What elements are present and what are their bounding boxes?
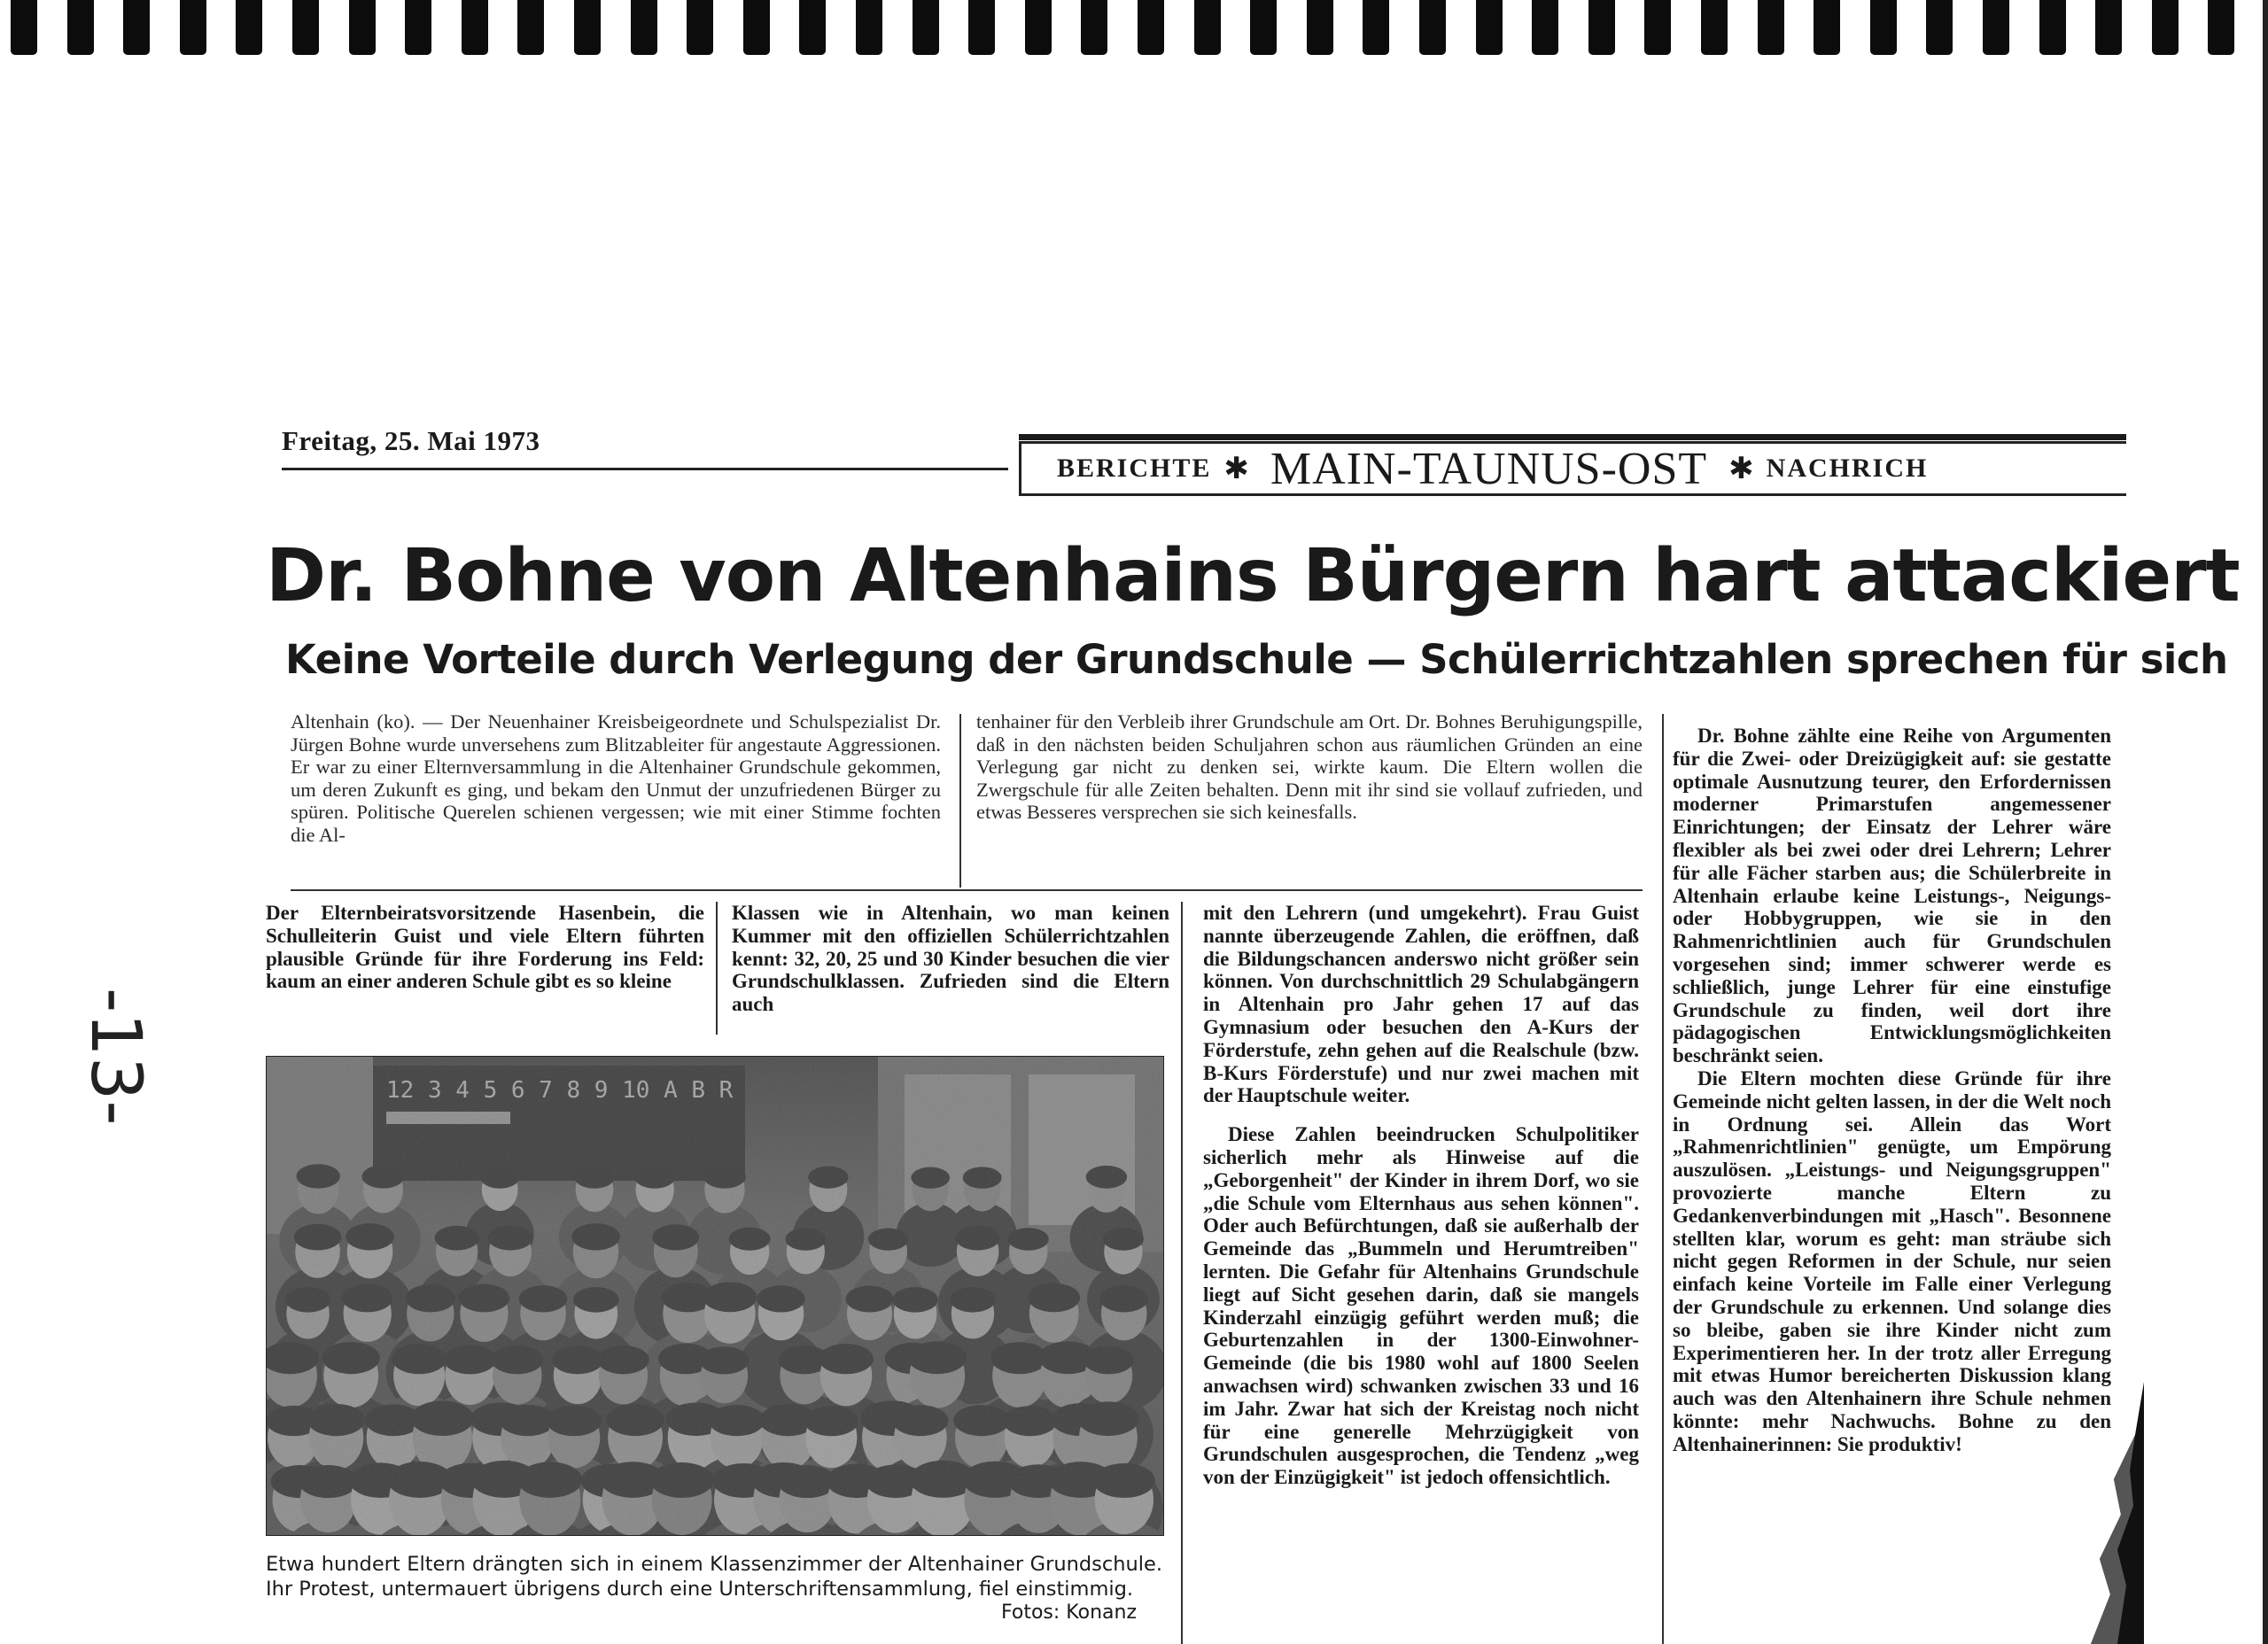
lead-rule <box>291 889 1643 891</box>
binding-hole <box>1758 0 1784 55</box>
column-rule <box>716 902 718 1035</box>
binding-hole <box>743 0 770 55</box>
binding-hole <box>349 0 376 55</box>
binding-hole <box>67 0 94 55</box>
subheadline: Keine Vorteile durch Verlegung der Grundschule — Schülerrichtzahlen sprechen für sich <box>285 636 2228 683</box>
lead-paragraph-1: Altenhain (ko). — Der Neuenhainer Kreisbeigeordnete und Schulspezialist Dr. Jürgen Bohne wurde unversehens zum Blitzableiter für angestaute Aggressionen. Er war zu einer Elternversammlung in die Altenhainer Grundschule gekommen, um deren Zukunft es ging, und bekam den Unmut der unzufriedenen Bürger zu spüren. Politische Querelen schienen vergessen; wie mit einer Stimme fochten die Al- <box>291 710 941 846</box>
binding-hole <box>1476 0 1503 55</box>
lead-paragraph-2: tenhainer für den Verbleib ihrer Grundschule am Ort. Dr. Bohnes Beruhigungspille, daß in den nächsten beiden Schuljahren schon aus räumlichen Gründen an eine Verlegung gar nicht zu denken sei, wirkte kaum. Die Eltern wollen die Zwergschule für alle Zeiten behalten. Denn mit ihr sind sie vollauf zufrieden, und etwas Besseres versprechen sie sich keinesfalls. <box>976 710 1643 824</box>
binding-hole <box>1025 0 1052 55</box>
body-paragraph: Diese Zahlen beeindrucken Schulpolitiker sicherlich mehr als Hinweise auf die „Geborgenheit" der Kinder in ihrem Dorf, wo sie „die Schule vom Elternhaus aus sehen können". Oder auch Befürchtungen, daß sie außerhalb der Gemeinde das „Bummeln und Herumtreiben" lernten. Die Gefahr für Altenhains Grundschule liegt auf Sicht gesehen darin, daß sie mangels Kinderzahl einzügig geführt werden muß; die Geburtenzahlen in der 1300-Einwohner-Gemeinde (die bis 1980 wohl auf 1800 Seelen anwachsen wird) schwanken zwischen 33 und 16 im Jahr. Zwar hat sich der Kreistag noch nicht für eine generelle Mehrzügigkeit von Grundschulen ausgesprochen, die Tendenz „weg von der Einzügigkeit" ist jedoch offensichtlich. <box>1203 1123 1639 1489</box>
binding-hole <box>2039 0 2066 55</box>
binding-hole <box>462 0 488 55</box>
body-column-2 <box>732 902 1169 1016</box>
body-paragraph: Die Eltern mochten diese Gründe für ihre Gemeinde nicht gelten lassen, in der die Welt noch in Ordnung sei. Allein das Wort „Rahmenrichtlinien" genügte, um Empörung auszulösen. „Leistungs- und Neigungsgruppen" provozierte manche Eltern zu Gedankenverbindungen mit „Hasch". Besonnene stellten klar, worum es geht: man sträube sich nicht gegen Reformen in der Schule, nur seien einfach keine Vorteile im Falle einer Verlegung der Grundschule zu erkennen. Und solange dies so bleibe, gaben sie ihre Kinder nicht zum Experimentieren her. In der trotz aller Erregung mit etwas Humor bereicherten Diskussion klang auch was den Altenhainern ihre Schule nehmen könnte: mehr Nachwuchs. Bohne zu den Altenhainerinnen: Sie produktiv! <box>1673 1066 2111 1455</box>
torn-paper-corner <box>2091 1382 2144 1644</box>
body-column-3 <box>1203 902 1639 1489</box>
binding-hole <box>1250 0 1277 55</box>
crowd-photo-illustration <box>267 1057 1163 1535</box>
rubric-top-bar <box>1019 434 2126 440</box>
binding-hole <box>2095 0 2122 55</box>
binding-hole <box>687 0 713 55</box>
binding-hole <box>1138 0 1164 55</box>
binding-hole <box>1814 0 1840 55</box>
binding-hole <box>517 0 544 55</box>
column-rule <box>1662 714 1664 1644</box>
rubric-center: MAIN-TAUNUS-OST <box>1270 443 1708 494</box>
column-rule <box>1181 902 1183 1644</box>
photo-caption: Etwa hundert Eltern drängten sich in einem Klassenzimmer der Altenhainer Grundschule. Ihr Protest, untermauert übrigens durch eine Unterschriftensammlung, fiel einstimmig. <box>266 1553 1162 1601</box>
binding-hole <box>574 0 601 55</box>
binding-hole <box>1194 0 1221 55</box>
binding-hole <box>1926 0 1953 55</box>
binding-hole <box>1532 0 1558 55</box>
headline: Dr. Bohne von Altenhains Bürgern hart attackiert <box>266 534 2240 618</box>
dateline-rule <box>282 468 1008 470</box>
binding-hole <box>856 0 882 55</box>
binding-hole <box>2208 0 2234 55</box>
rubric-right: NACHRICH <box>1766 454 1929 483</box>
binding-hole <box>11 0 37 55</box>
star-icon: ✱ <box>1223 453 1249 485</box>
binding-hole <box>1307 0 1333 55</box>
body-column-1 <box>266 902 704 993</box>
lead-column-1 <box>291 710 941 847</box>
body-column-4 <box>1673 725 2111 1456</box>
binding-hole <box>236 0 262 55</box>
binding-hole <box>1870 0 1897 55</box>
star-icon: ✱ <box>1728 453 1754 485</box>
binding-hole <box>913 0 939 55</box>
page-number: -13- <box>75 988 155 1126</box>
section-rubric <box>1019 441 2126 496</box>
body-paragraph: Dr. Bohne zählte eine Reihe von Argumenten für die Zwei- oder Dreizügigkeit auf: sie gestatte optimale Ausnutzung teurer, den Erfordernissen moderner Primarstufen angemessener Einrichtungen; der Einsatz der Lehrer wäre flexibler als bei zwei oder drei Lehrern; Lehrer für alle Fächer starben aus; die Schülerbreite in Altenhain erlaube keine Leistungs-, Neigungs- oder Hobbygruppen, wie sie in den Rahmenrichtlinien auch für Grundschulen vorgesehen sind; immer schwerer werde es schließlich, junge Lehrer für eine einstufige Grundschule zu finden, weil dort ihre pädagogischen Entwicklungsmöglichkeiten beschränkt seien. <box>1673 725 2111 1067</box>
binding-hole <box>1081 0 1107 55</box>
body-paragraph: Klassen wie in Altenhain, wo man keinen Kummer mit den offiziellen Schülerrichtzahlen kennt: 32, 20, 25 und 30 Kinder besuchen die vier Grundschulklassen. Zufrieden sind die Eltern auch <box>732 902 1169 1016</box>
binding-hole <box>631 0 657 55</box>
dateline: Freitag, 25. Mai 1973 <box>282 425 540 456</box>
lead-column-2 <box>976 710 1643 824</box>
photo-credit: Fotos: Konanz <box>1001 1601 1137 1624</box>
binding-hole <box>968 0 995 55</box>
binding-hole <box>180 0 206 55</box>
body-paragraph: mit den Lehrern (und umgekehrt). Frau Guist nannte überzeugende Zahlen, die eröffnen, daß die Bildungschancen anderswo nicht größer sein können. Von durchschnittlich 29 Schulabgängern in Altenhain pro Jahr gehen 17 auf das Gymnasium oder besuchen den A-Kurs der Förderstufe, zehn gehen auf die Realschule (bzw. B-Kurs Förderstufe) und nur zwei machen mit der Hauptschule weiter. <box>1203 902 1639 1107</box>
binding-hole <box>1588 0 1615 55</box>
page-edge <box>2263 0 2268 1644</box>
binding-hole <box>1701 0 1728 55</box>
rubric-left: BERICHTE <box>1057 454 1212 483</box>
binding-hole <box>292 0 319 55</box>
news-photo <box>266 1056 1164 1536</box>
binding-hole <box>405 0 431 55</box>
column-rule <box>959 714 961 888</box>
binding-hole <box>123 0 150 55</box>
binding-hole <box>1983 0 2009 55</box>
binding-hole <box>2152 0 2179 55</box>
binding-holes <box>0 0 2268 60</box>
binding-hole <box>799 0 826 55</box>
binding-hole <box>1644 0 1671 55</box>
body-paragraph: Der Elternbeiratsvorsitzende Hasenbein, die Schulleiterin Guist und viele Eltern führten plausible Gründe für ihre Forderung ins Feld: kaum an einer anderen Schule gibt es so kleine <box>266 902 704 993</box>
binding-hole <box>1363 0 1389 55</box>
binding-hole <box>1419 0 1446 55</box>
